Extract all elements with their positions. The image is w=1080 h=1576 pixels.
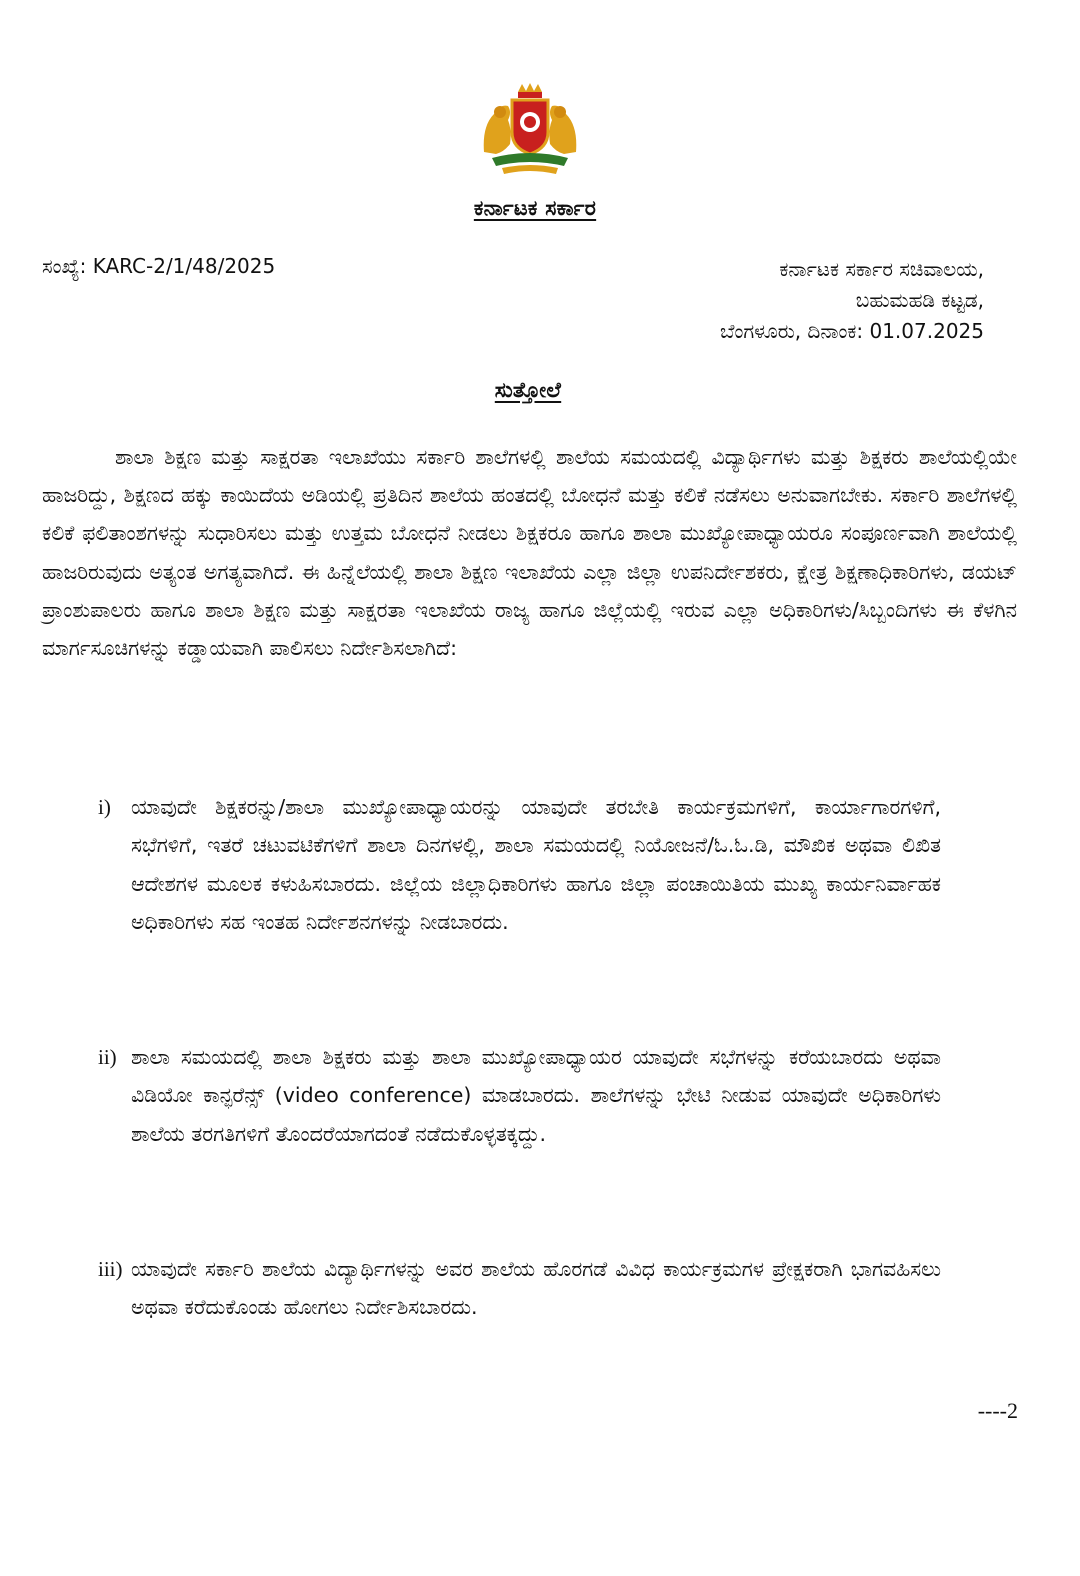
- directive-item: [98, 1038, 941, 1153]
- directive-number: iii): [98, 1257, 123, 1281]
- page-continuation-marker: ----2: [977, 1398, 1018, 1423]
- directive-item: [98, 788, 941, 942]
- intro-paragraph: ಶಾಲಾ ಶಿಕ್ಷಣ ಮತ್ತು ಸಾಕ್ಷರತಾ ಇಲಾಖೆಯು ಸರ್ಕಾರಿ ಶಾಲೆಗಳಲ್ಲಿ ಶಾಲೆಯ ಸಮಯದಲ್ಲಿ ವಿದ್ಯಾರ್ಥಿಗಳು ಮತ್ತು ಶಿಕ್ಷಕರು ಶಾಲೆಯಲ್ಲಿಯೇ ಹಾಜರಿದ್ದು, ಶಿಕ್ಷಣದ ಹಕ್ಕು ಕಾಯಿದೆಯ ಅಡಿಯಲ್ಲಿ ಪ್ರತಿದಿನ ಶಾಲೆಯ ಹಂತದಲ್ಲಿ ಬೋಧನೆ ಮತ್ತು ಕಲಿಕೆ ನಡೆಸಲು ಅನುವಾಗಬೇಕು. ಸರ್ಕಾರಿ ಶಾಲೆಗಳಲ್ಲಿ ಕಲಿಕೆ ಫಲಿತಾಂಶಗಳನ್ನು ಸುಧಾರಿಸಲು ಮತ್ತು ಉತ್ತಮ ಬೋಧನೆ ನೀಡಲು ಶಿಕ್ಷಕರೂ ಹಾಗೂ ಶಾಲಾ ಮುಖ್ಯೋಪಾಧ್ಯಾಯರೂ ಸಂಪೂರ್ಣವಾಗಿ ಶಾಲೆಯಲ್ಲಿ ಹಾಜರಿರುವುದು ಅತ್ಯಂತ ಅಗತ್ಯವಾಗಿದೆ. ಈ ಹಿನ್ನೆಲೆಯಲ್ಲಿ ಶಾಲಾ ಶಿಕ್ಷಣ ಇಲಾಖೆಯ ಎಲ್ಲಾ ಜಿಲ್ಲಾ ಉಪನಿರ್ದೇಶಕರು, ಕ್ಷೇತ್ರ ಶಿಕ್ಷಣಾಧಿಕಾರಿಗಳು, ಡಯಟ್ ಪ್ರಾಂಶುಪಾಲರು ಹಾಗೂ ಶಾಲಾ ಶಿಕ್ಷಣ ಮತ್ತು ಸಾಕ್ಷರತಾ ಇಲಾಖೆಯ ರಾಜ್ಯ ಹಾಗೂ ಜಿಲ್ಲೆಯಲ್ಲಿ ಇರುವ ಎಲ್ಲಾ ಅಧಿಕಾರಿಗಳು/ಸಿಬ್ಬಂದಿಗಳು ಈ ಕೆಳಗಿನ ಮಾರ್ಗಸೂಚಿಗಳನ್ನು ಕಡ್ಡಾಯವಾಗಿ ಪಾಲಿಸಲು ನಿರ್ದೇಶಿಸಲಾಗಿದೆ:: [42, 445, 1017, 661]
- address-line: ಬಹುಮಹಡಿ ಕಟ್ಟಡ,: [855, 288, 984, 312]
- karnataka-emblem-icon: [478, 82, 582, 178]
- order-number: ಸಂಖ್ಯೆ: KARC-2/1/48/2025: [42, 254, 276, 278]
- directive-number: i): [98, 795, 111, 819]
- circular-title: ಸುತ್ತೋಲೆ: [494, 378, 562, 402]
- government-title: ಕರ್ನಾಟಕ ಸರ್ಕಾರ: [473, 196, 597, 220]
- directive-item: [98, 1250, 941, 1327]
- address-date-line: ಬೆಂಗಳೂರು, ದಿನಾಂಕ: 01.07.2025: [720, 319, 984, 343]
- directive-text: ಯಾವುದೇ ಶಿಕ್ಷಕರನ್ನು/ಶಾಲಾ ಮುಖ್ಯೋಪಾಧ್ಯಾಯರನ್ನು ಯಾವುದೇ ತರಬೇತಿ ಕಾರ್ಯಕ್ರಮಗಳಿಗೆ, ಕಾರ್ಯಾಗಾರಗಳಿಗೆ, ಸಭೆಗಳಿಗೆ, ಇತರೆ ಚಟುವಟಿಕೆಗಳಿಗೆ ಶಾಲಾ ದಿನಗಳಲ್ಲಿ, ಶಾಲಾ ಸಮಯದಲ್ಲಿ ನಿಯೋಜನೆ/ಓ.ಓ.ಡಿ, ಮೌಖಿಕ ಅಥವಾ ಲಿಖಿತ ಆದೇಶಗಳ ಮೂಲಕ ಕಳುಹಿಸಬಾರದು. ಜಿಲ್ಲೆಯ ಜಿಲ್ಲಾಧಿಕಾರಿಗಳು ಹಾಗೂ ಜಿಲ್ಲಾ ಪಂಚಾಯಿತಿಯ ಮುಖ್ಯ ಕಾರ್ಯನಿರ್ವಾಹಕ ಅಧಿಕಾರಿಗಳು ಸಹ ಇಂತಹ ನಿರ್ದೇಶನಗಳನ್ನು ನೀಡಬಾರದು.: [131, 795, 941, 935]
- directive-text: ಯಾವುದೇ ಸರ್ಕಾರಿ ಶಾಲೆಯ ವಿದ್ಯಾರ್ಥಿಗಳನ್ನು ಅವರ ಶಾಲೆಯ ಹೊರಗಡೆ ವಿವಿಧ ಕಾರ್ಯಕ್ರಮಗಳ ಪ್ರೇಕ್ಷಕರಾಗಿ ಭಾಗವಹಿಸಲು ಅಥವಾ ಕರೆದುಕೊಂಡು ಹೋಗಲು ನಿರ್ದೇಶಿಸಬಾರದು.: [131, 1257, 941, 1320]
- address-line: ಕರ್ನಾಟಕ ಸರ್ಕಾರ ಸಚಿವಾಲಯ,: [779, 257, 984, 281]
- directive-number: ii): [98, 1045, 117, 1069]
- office-address: [720, 254, 984, 347]
- directive-text: ಶಾಲಾ ಸಮಯದಲ್ಲಿ ಶಾಲಾ ಶಿಕ್ಷಕರು ಮತ್ತು ಶಾಲಾ ಮುಖ್ಯೋಪಾಧ್ಯಾಯರ ಯಾವುದೇ ಸಭೆಗಳನ್ನು ಕರೆಯಬಾರದು ಅಥವಾ ವಿಡಿಯೋ ಕಾನ್ಫರೆನ್ಸ್ (video conference) ಮಾಡಬಾರದು. ಶಾಲೆಗಳನ್ನು ಭೇಟಿ ನೀಡುವ ಯಾವುದೇ ಅಧಿಕಾರಿಗಳು ಶಾಲೆಯ ತರಗತಿಗಳಿಗೆ ತೊಂದರೆಯಾಗದಂತೆ ನಡೆದುಕೊಳ್ಳತಕ್ಕದ್ದು.: [131, 1045, 941, 1146]
